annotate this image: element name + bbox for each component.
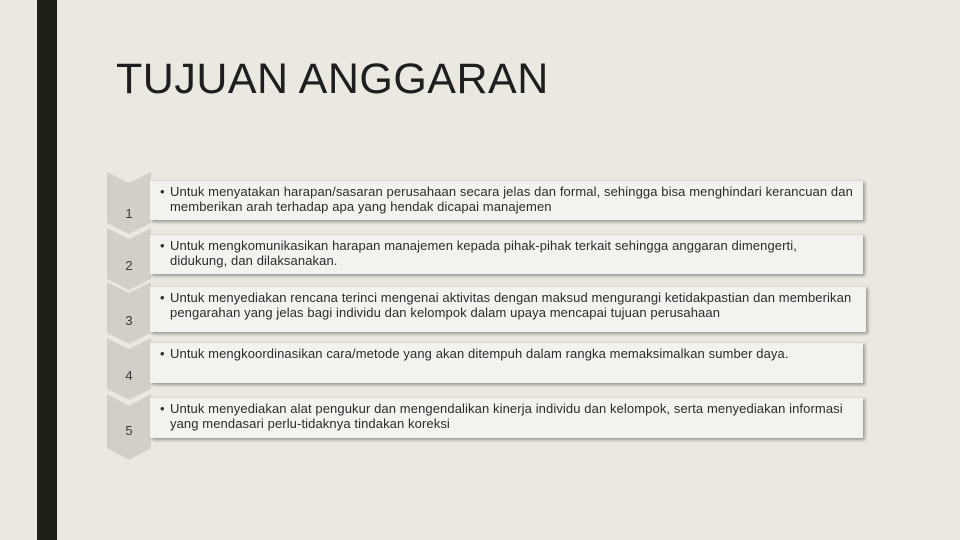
list-item-1: [150, 180, 863, 220]
list-item-text: Untuk menyediakan rencana terinci mengenai aktivitas dengan maksud mengurangi ketidakpastian dan memberikan pengarahan yang jelas bagi individu dan kelompok dalam upaya mencapai tujuan perusahaan: [170, 290, 852, 320]
list-item-2: [150, 234, 863, 274]
list-item-5: [150, 397, 863, 438]
list-item-3: [150, 286, 866, 332]
step-number-1: 1: [125, 206, 133, 221]
bullet: •: [160, 238, 165, 253]
bullet: •: [160, 290, 165, 305]
list-item-text: Untuk menyediakan alat pengukur dan mengendalikan kinerja individu dan kelompok, serta menyediakan informasi yang mendasari perlu-tidaknya tindakan koreksi: [170, 401, 843, 431]
list-item-text: Untuk mengkomunikasikan harapan manajemen kepada pihak-pihak terkait sehingga anggaran dimengerti, didukung, dan dilaksanakan.: [170, 238, 797, 268]
step-number-3: 3: [125, 313, 133, 328]
step-number-2: 2: [125, 258, 133, 273]
bullet: •: [160, 346, 165, 361]
bullet: •: [160, 401, 165, 416]
list-item-4: [150, 342, 863, 383]
side-accent-bar: [37, 0, 57, 540]
step-number-4: 4: [125, 368, 133, 383]
bullet: •: [160, 184, 165, 199]
list-item-text: Untuk mengkoordinasikan cara/metode yang akan ditempuh dalam rangka memaksimalkan sumber daya.: [170, 346, 789, 361]
list-item-text: Untuk menyatakan harapan/sasaran perusahaan secara jelas dan formal, sehingga bisa menghindari kerancuan dan memberikan arah terhadap apa yang hendak dicapai manajemen: [170, 184, 853, 214]
step-number-5: 5: [125, 423, 133, 438]
slide-title: TUJUAN ANGGARAN: [116, 55, 549, 103]
chevron-marker-1: [107, 172, 151, 234]
